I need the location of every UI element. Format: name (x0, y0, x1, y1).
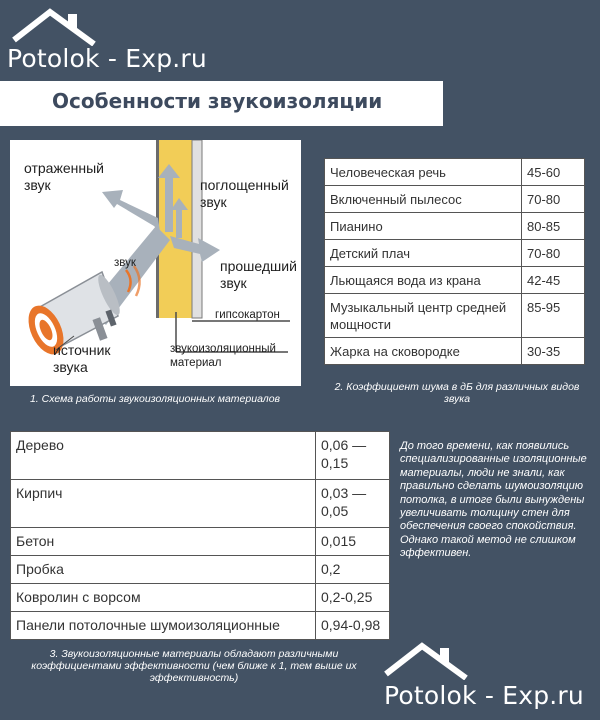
table-cell-value: 45-60 (522, 159, 585, 186)
table-cell-name: Дерево (11, 432, 316, 480)
table-row (11, 556, 390, 584)
table-row (325, 338, 585, 365)
table-cell-name: Музыкальный центр средней мощности (325, 294, 522, 338)
house-roof-icon (382, 640, 482, 680)
table-cell-value: 0,03 — 0,05 (316, 480, 390, 528)
table-row (11, 432, 390, 480)
table-cell-value: 42-45 (522, 267, 585, 294)
table-cell-value: 80-85 (522, 213, 585, 240)
table-cell-name: Включенный пылесос (325, 186, 522, 213)
table-cell-value: 0,2 (316, 556, 390, 584)
table-row (325, 267, 585, 294)
logo-top[interactable] (0, 0, 260, 82)
title-bar (0, 81, 443, 126)
table-row (325, 213, 585, 240)
table-row (11, 584, 390, 612)
diagram-caption: 1. Схема работы звукоизоляционных материалов (29, 393, 281, 405)
table-cell-name: Ковролин с ворсом (11, 584, 316, 612)
sound-insulation-diagram (10, 140, 301, 386)
label-insulation: звукоизоляционный материал (170, 343, 276, 369)
label-sound: звук (114, 257, 136, 269)
noise-level-table (324, 158, 585, 365)
table-cell-name: Жарка на сковородке (325, 338, 522, 365)
label-transmitted: прошедший звук (220, 258, 297, 291)
house-roof-icon (10, 6, 110, 46)
noise-table-caption: 2. Коэффициент шума в дБ для различных видов звука (334, 381, 580, 405)
logo-bottom[interactable] (378, 640, 600, 720)
materials-table-caption: 3. Звукоизоляционные материалы обладают различными коэффициентами эффективности (чем ближе к 1, тем выше их эффективность) (31, 648, 357, 684)
side-note-text: До того времени, как появились специализированные изоляционные материалы, люди не знали, как правильно сделать шумоизоляцию потолка, в итоге были вынуждены увеличивать толщину стен для обеспечения своего спокойствия. Однако такой метод не слишком эффективен. (400, 440, 587, 560)
table-cell-value: 0,06 — 0,15 (316, 432, 390, 480)
logo-text: Potolok - Exp.ru (384, 681, 584, 710)
table-cell-value: 0,94-0,98 (316, 612, 390, 640)
table-row (325, 240, 585, 267)
table-cell-value: 0,2-0,25 (316, 584, 390, 612)
table-cell-name: Бетон (11, 528, 316, 556)
label-reflected: отраженный звук (24, 160, 104, 193)
table-row (11, 612, 390, 640)
table-cell-value: 30-35 (522, 338, 585, 365)
table-row (11, 528, 390, 556)
table-row (325, 159, 585, 186)
table-cell-name: Человеческая речь (325, 159, 522, 186)
drywall-layer (192, 140, 202, 318)
table-cell-name: Льющаяся вода из крана (325, 267, 522, 294)
table-cell-value: 0,015 (316, 528, 390, 556)
table-row (11, 480, 390, 528)
table-cell-name: Пробка (11, 556, 316, 584)
label-source: источник звука (53, 342, 111, 375)
table-cell-value: 70-80 (522, 240, 585, 267)
table-cell-name: Пианино (325, 213, 522, 240)
insulation-layer (156, 140, 192, 318)
table-cell-name: Детский плач (325, 240, 522, 267)
table-row (325, 294, 585, 338)
table-cell-name: Кирпич (11, 480, 316, 528)
reflected-sound-arrow (102, 190, 160, 232)
table-cell-value: 70-80 (522, 186, 585, 213)
label-drywall: гипсокартон (215, 309, 280, 321)
label-absorbed: поглощенный звук (200, 177, 289, 210)
table-row (325, 186, 585, 213)
materials-coefficient-table (10, 431, 390, 640)
logo-text: Potolok - Exp.ru (7, 44, 207, 73)
table-cell-value: 85-95 (522, 294, 585, 338)
table-cell-name: Панели потолочные шумоизоляционные (11, 612, 316, 640)
page-title: Особенности звукоизоляции (52, 89, 383, 113)
